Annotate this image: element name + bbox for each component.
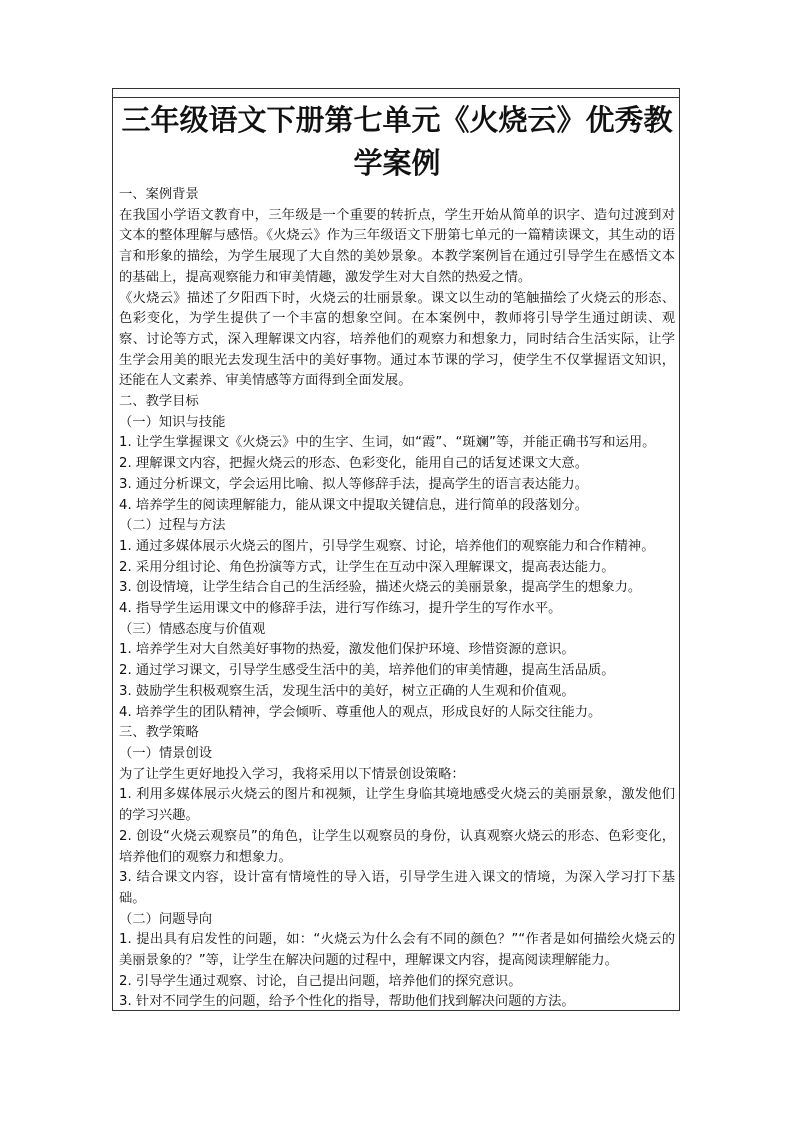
- subheading-process: （二）过程与方法: [119, 518, 226, 534]
- list-item: 3. 结合课文内容，设计富有情境性的导入语，引导学生进入课文的情境，为深入学习打下基础。: [119, 870, 675, 906]
- section-heading-background: 一、案例背景: [119, 187, 199, 202]
- subheading-knowledge: （一）知识与技能: [119, 414, 226, 430]
- list-item: 1. 提出具有启发性的问题，如：“火烧云为什么会有不同的颜色？”“作者是如何描绘火烧云的美丽景象的？”等，让学生在解决问题的过程中，理解课文内容，提高阅读理解能力。: [119, 932, 675, 969]
- document-title: 三年级语文下册第七单元《火烧云》优秀教学案例: [121, 103, 673, 180]
- document-body: [119, 99, 675, 1013]
- background-paragraph-2: 《火烧云》描述了夕阳西下时，火烧云的壮丽景象。课文以生动的笔触描绘了火烧云的形态、色彩变化，为学生提供了一个丰富的想象空间。在本案例中，教师将引导学生通过朗读、观察、讨论等方式，深入理解课文内容，培养他们的观察力和想象力，同时结合生活实际，让学生学会用美的眼光去发现生活中的美好事物。通过本节课的学习，使学生不仅掌握语文知识，还能在人文素养、审美情感等方面得到全面发展。: [119, 290, 675, 389]
- background-paragraph-1: 在我国小学语文教育中，三年级是一个重要的转折点，学生开始从简单的识字、造句过渡到对文本的整体理解与感悟。《火烧云》作为三年级语文下册第七单元的一篇精读课文，其生动的语言和形象的描绘，为学生展现了大自然的美妙景象。本教学案例旨在通过引导学生在感悟文本的基础上，提高观察能力和审美情趣，激发学生对大自然的热爱之情。: [119, 207, 675, 285]
- scenario-intro: 为了让学生更好地投入学习，我将采用以下情景创设策略：: [119, 766, 465, 782]
- subheading-scenario: （一）情景创设: [119, 745, 213, 761]
- list-item: 1. 通过多媒体展示火烧云的图片，引导学生观察、讨论，培养他们的观察能力和合作精神。: [119, 538, 655, 554]
- list-item: 3. 通过分析课文，学会运用比喻、拟人等修辞手法，提高学生的语言表达能力。: [119, 476, 589, 492]
- list-item: 3. 创设情境，让学生结合自己的生活经验，描述火烧云的美丽景象，提高学生的想象力。: [119, 580, 642, 596]
- list-item: 4. 指导学生运用课文中的修辞手法，进行写作练习，提升学生的写作水平。: [119, 601, 562, 617]
- list-item: 2. 采用分组讨论、角色扮演等方式，让学生在互动中深入理解课文，提高表达能力。: [119, 559, 615, 575]
- top-rule: [113, 97, 679, 98]
- list-item: 3. 鼓励学生积极观察生活，发现生活中的美好，树立正确的人生观和价值观。: [119, 683, 575, 699]
- list-item: 1. 利用多媒体展示火烧云的图片和视频，让学生身临其境地感受火烧云的美丽景象，激发他们的学习兴趣。: [119, 787, 675, 824]
- subheading-attitude: （三）情感态度与价值观: [119, 621, 266, 637]
- list-item: 2. 创设“火烧云观察员”的角色，让学生以观察员的身份，认真观察火烧云的形态、色彩变化，培养他们的观察力和想象力。: [119, 828, 675, 865]
- list-item: 4. 培养学生的团队精神，学会倾听、尊重他人的观点，形成良好的人际交往能力。: [119, 704, 602, 720]
- subheading-question: （二）问题导向: [119, 911, 213, 927]
- list-item: 1. 培养学生对大自然美好事物的热爱，激发他们保护环境、珍惜资源的意识。: [119, 642, 575, 658]
- list-item: 2. 通过学习课文，引导学生感受生活中的美，培养他们的审美情趣，提高生活品质。: [119, 663, 615, 679]
- list-item: 4. 培养学生的阅读理解能力，能从课文中提取关键信息，进行简单的段落划分。: [119, 497, 589, 513]
- list-item: 2. 理解课文内容，把握火烧云的形态、色彩变化，能用自己的话复述课文大意。: [119, 456, 589, 472]
- section-heading-strategy: 三、教学策略: [119, 725, 199, 741]
- list-item: 3. 针对不同学生的问题，给予个性化的指导，帮助他们找到解决问题的方法。: [119, 994, 575, 1010]
- list-item: 1. 让学生掌握课文《火烧云》中的生字、生词，如“霞”、“斑斓”等，并能正确书写和运用。: [119, 435, 656, 451]
- section-heading-goals: 二、教学目标: [119, 394, 199, 410]
- list-item: 2. 引导学生通过观察、讨论，自己提出问题，培养他们的探究意识。: [119, 973, 522, 989]
